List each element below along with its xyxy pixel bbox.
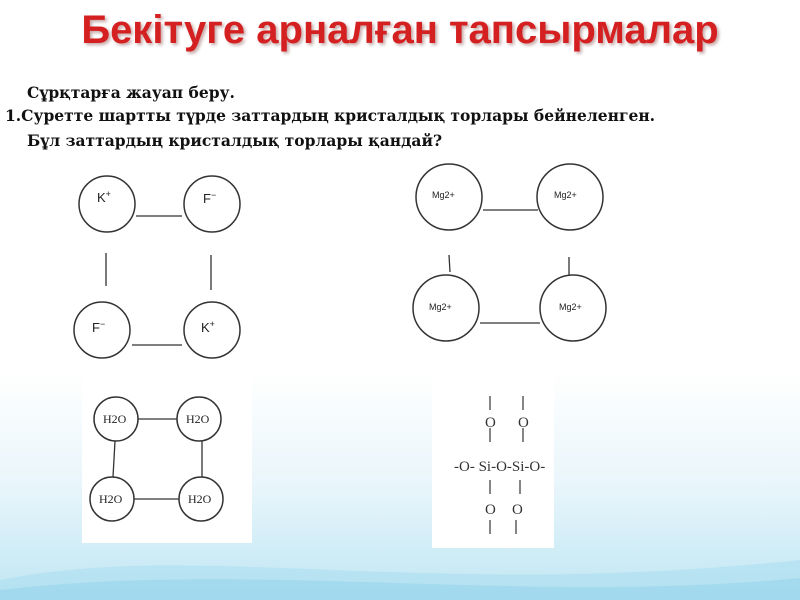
bond-line (449, 255, 450, 272)
mg-label: Mg2+ (432, 190, 455, 200)
slide-title: Бекітуге арналған тапсырмалар (81, 8, 719, 52)
f-minus-ion-top (184, 176, 240, 232)
ion-label: K+ (201, 319, 215, 335)
h2o-label: H2O (103, 412, 127, 426)
metallic-lattice-figure (398, 160, 608, 348)
atomic-lattice-figure (432, 365, 554, 548)
ionic-lattice-figure (52, 160, 252, 365)
k-plus-ion-top (79, 176, 135, 232)
oxygen-atom: O (512, 502, 523, 518)
ion-label: K+ (97, 189, 111, 205)
question-1: 1.Суретте шартты түрде заттардың кристалдық торлары бейнеленген. (5, 106, 656, 125)
oxygen-atom: O (485, 502, 496, 518)
mg-label: Mg2+ (429, 302, 452, 312)
question-intro: Сұрқтарға жауап беру. (27, 83, 235, 102)
h2o-label: H2O (188, 492, 212, 506)
h2o-label: H2O (186, 412, 210, 426)
molecular-lattice-figure (82, 377, 252, 543)
oxygen-atom: O (518, 415, 529, 431)
question-2: Бұл заттардың кристалдық торлары қандай? (27, 131, 443, 150)
bond-line (113, 441, 115, 477)
ion-label: F− (203, 190, 217, 206)
mg-label: Mg2+ (559, 302, 582, 312)
f-minus-ion-bottom (74, 302, 130, 358)
k-plus-ion-bottom (184, 302, 240, 358)
ion-label: F− (92, 319, 106, 335)
oxygen-atom: O (485, 415, 496, 431)
si-o-chain: -O- Si-O-Si-O- (454, 459, 546, 475)
h2o-label: H2O (99, 492, 123, 506)
mg-label: Mg2+ (554, 190, 577, 200)
